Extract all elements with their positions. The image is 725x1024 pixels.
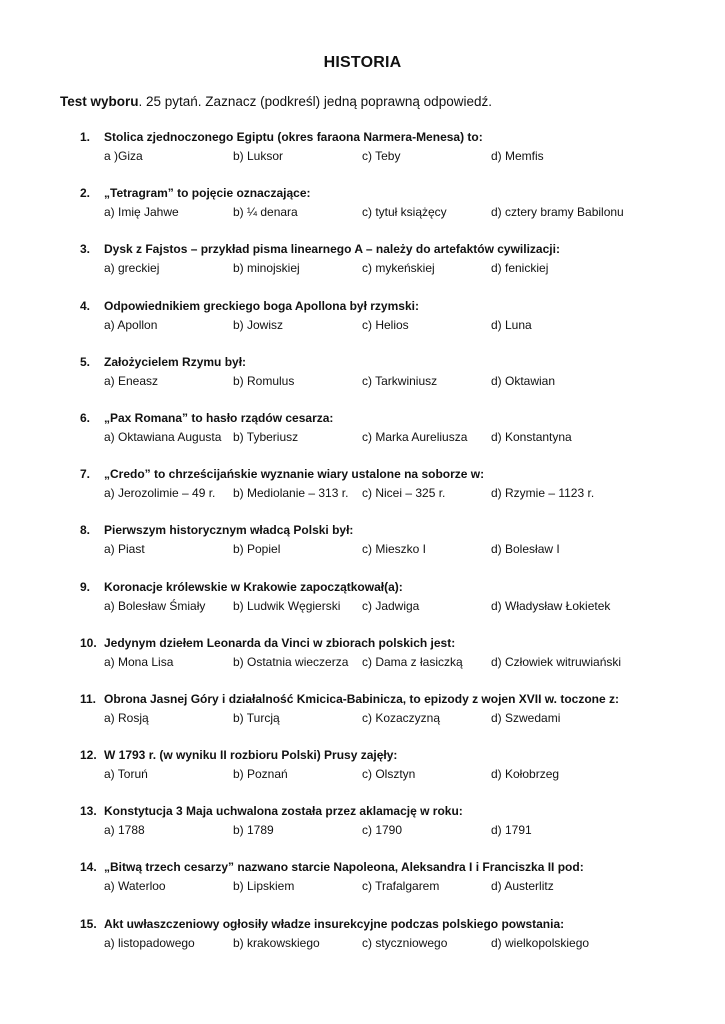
answer-option-d[interactable]: d) Luna	[491, 317, 532, 332]
answer-option-b[interactable]: b) krakowskiego	[233, 935, 320, 950]
answer-option-c[interactable]: c) Teby	[362, 149, 401, 163]
answer-option-c[interactable]: c) Olsztyn	[362, 767, 416, 782]
answer-option-a[interactable]: a) 1788	[104, 823, 145, 838]
answer-option-b[interactable]: b) Poznań	[233, 767, 288, 782]
answer-option-b[interactable]: b) Popiel	[233, 542, 281, 557]
question-item	[0, 411, 725, 467]
question-item	[0, 355, 725, 411]
answer-option-a[interactable]: a) Toruń	[104, 767, 148, 782]
answer-option-b[interactable]: b) Turcją	[233, 710, 280, 725]
document-title: HISTORIA	[323, 54, 402, 71]
question-item	[0, 748, 725, 804]
answer-option-c[interactable]: c) 1790	[362, 823, 403, 838]
answer-option-b[interactable]: b) minojskiej	[233, 261, 300, 276]
instructions-text: . 25 pytań. Zaznacz (podkreśl) jedną poprawną odpowiedź.	[138, 94, 492, 109]
answer-option-a[interactable]: a) Waterloo	[104, 879, 166, 894]
question-text: „Pax Romana” to hasło rządów cesarza:	[104, 410, 334, 425]
answer-option-d[interactable]: d) Rzymie – 1123 r.	[491, 486, 595, 501]
question-number: 1.	[80, 130, 91, 144]
question-text: Pierwszym historycznym władcą Polski był:	[104, 523, 354, 538]
answer-option-a[interactable]: a) Rosją	[104, 710, 149, 725]
question-text: Odpowiednikiem greckiego boga Apollona był rzymski:	[104, 298, 419, 313]
answer-option-d[interactable]: d) 1791	[491, 823, 532, 838]
answer-option-a[interactable]: a) Imię Jahwe	[104, 205, 179, 220]
answer-option-a[interactable]: a) Eneasz	[104, 373, 159, 388]
question-text: „Tetragram” to pojęcie oznaczające:	[104, 186, 311, 201]
question-item	[0, 523, 725, 579]
question-number: 9.	[80, 579, 91, 594]
question-number: 4.	[80, 298, 91, 313]
answer-option-c[interactable]: c) Marka Aureliusza	[362, 429, 468, 444]
answer-option-b[interactable]: b) Mediolanie – 313 r.	[233, 486, 349, 501]
question-item	[0, 580, 725, 636]
answer-option-d[interactable]: d) Szwedami	[491, 710, 561, 725]
answer-option-d[interactable]: d) Austerlitz	[491, 879, 554, 894]
answer-option-b[interactable]: b) Lipskiem	[233, 879, 295, 894]
answer-option-d[interactable]: d) Kołobrzeg	[491, 767, 560, 782]
answer-option-a[interactable]: a) Mona Lisa	[104, 654, 174, 669]
answer-option-c[interactable]: c) Trafalgarem	[362, 879, 440, 894]
question-number: 10.	[80, 635, 97, 650]
answer-option-d[interactable]: d) fenickiej	[491, 261, 549, 276]
question-text: Koronacje królewskie w Krakowie zapoczątkował(a):	[104, 579, 403, 594]
answer-option-d[interactable]: d) wielkopolskiego	[491, 935, 590, 950]
answer-option-a[interactable]: a) greckiej	[104, 261, 160, 276]
answer-option-c[interactable]: c) Mieszko I	[362, 542, 427, 557]
answer-option-c[interactable]: c) Tarkwiniusz	[362, 373, 438, 388]
answer-option-b[interactable]: b) 1789	[233, 823, 274, 838]
question-text: „Bitwą trzech cesarzy” nazwano starcie Napoleona, Aleksandra I i Franciszka II pod:	[104, 860, 584, 875]
answer-option-c[interactable]: c) tytuł książęcy	[362, 205, 447, 220]
answer-option-d[interactable]: d) Memfis	[491, 149, 544, 163]
answer-option-a[interactable]: a) Jerozolimie – 49 r.	[104, 486, 216, 501]
question-item	[0, 299, 725, 355]
answer-option-d[interactable]: d) Oktawian	[491, 373, 556, 388]
question-text: Stolica zjednoczonego Egiptu (okres faraona Narmera-Menesa) to:	[104, 130, 483, 144]
answer-option-c[interactable]: c) styczniowego	[362, 935, 448, 950]
question-item	[0, 186, 725, 242]
answer-option-c[interactable]: c) Jadwiga	[362, 598, 420, 613]
answer-option-a[interactable]: a) listopadowego	[104, 935, 195, 950]
answer-option-b[interactable]: b) Ostatnia wieczerza	[233, 654, 349, 669]
answer-option-d[interactable]: d) Człowiek witruwiański	[491, 654, 622, 669]
question-number: 6.	[80, 410, 91, 425]
question-number: 3.	[80, 242, 91, 257]
answer-option-d[interactable]: d) Władysław Łokietek	[491, 598, 611, 613]
question-text: Założycielem Rzymu był:	[104, 354, 247, 369]
instructions-label: Test wyboru	[60, 94, 139, 109]
question-item	[0, 917, 725, 973]
answer-option-b[interactable]: b) Luksor	[233, 149, 284, 163]
answer-option-b[interactable]: b) Ludwik Węgierski	[233, 598, 341, 613]
question-number: 14.	[80, 860, 97, 875]
answer-option-c[interactable]: c) mykeńskiej	[362, 261, 435, 276]
question-text: „Credo” to chrześcijańskie wyznanie wiary ustalone na soborze w:	[104, 467, 485, 482]
question-item	[0, 467, 725, 523]
answer-option-d[interactable]: d) Bolesław I	[491, 542, 560, 557]
question-item	[0, 692, 725, 748]
question-text: W 1793 r. (w wyniku II rozbioru Polski) Prusy zajęły:	[104, 748, 398, 763]
answer-option-b[interactable]: b) Tyberiusz	[233, 429, 299, 444]
test-instructions	[60, 94, 492, 109]
answer-option-c[interactable]: c) Dama z łasiczką	[362, 654, 463, 669]
question-item	[0, 804, 725, 860]
question-number: 7.	[80, 467, 91, 482]
question-number: 8.	[80, 523, 91, 538]
question-item	[0, 636, 725, 692]
question-text: Akt uwłaszczeniowy ogłosiły władze insurekcyjne podczas polskiego powstania:	[104, 916, 565, 931]
question-number: 12.	[80, 748, 97, 763]
answer-option-d[interactable]: d) Konstantyna	[491, 429, 572, 444]
question-item	[0, 860, 725, 916]
answer-option-c[interactable]: c) Nicei – 325 r.	[362, 486, 446, 501]
question-text: Dysk z Fajstos – przykład pisma linearnego A – należy do artefaktów cywilizacji:	[104, 242, 560, 257]
answer-option-a[interactable]: a )Giza	[104, 149, 143, 163]
answer-option-a[interactable]: a) Bolesław Śmiały	[104, 598, 206, 613]
question-number: 5.	[80, 354, 91, 369]
answer-option-c[interactable]: c) Kozaczyzną	[362, 710, 441, 725]
answer-option-c[interactable]: c) Helios	[362, 317, 409, 332]
question-number: 15.	[80, 916, 97, 931]
question-text: Obrona Jasnej Góry i działalność Kmicica-Babinicza, to epizody z wojen XVII w. toczone z:	[104, 691, 619, 706]
answer-option-d[interactable]: d) cztery bramy Babilonu	[491, 205, 624, 220]
answer-option-a[interactable]: a) Apollon	[104, 317, 158, 332]
question-list	[0, 130, 725, 973]
answer-option-a[interactable]: a) Oktawiana Augusta	[104, 429, 222, 444]
answer-option-a[interactable]: a) Piast	[104, 542, 145, 557]
question-number: 13.	[80, 804, 97, 819]
answer-option-b[interactable]: b) ¼ denara	[233, 205, 298, 220]
answer-option-b[interactable]: b) Jowisz	[233, 317, 284, 332]
question-item	[0, 242, 725, 298]
question-text: Konstytucja 3 Maja uchwalona została przez aklamację w roku:	[104, 804, 463, 819]
question-text: Jedynym dziełem Leonarda da Vinci w zbiorach polskich jest:	[104, 635, 456, 650]
question-item	[0, 130, 725, 186]
question-number: 2.	[80, 186, 91, 201]
question-number: 11.	[80, 691, 97, 706]
answer-option-b[interactable]: b) Romulus	[233, 373, 295, 388]
